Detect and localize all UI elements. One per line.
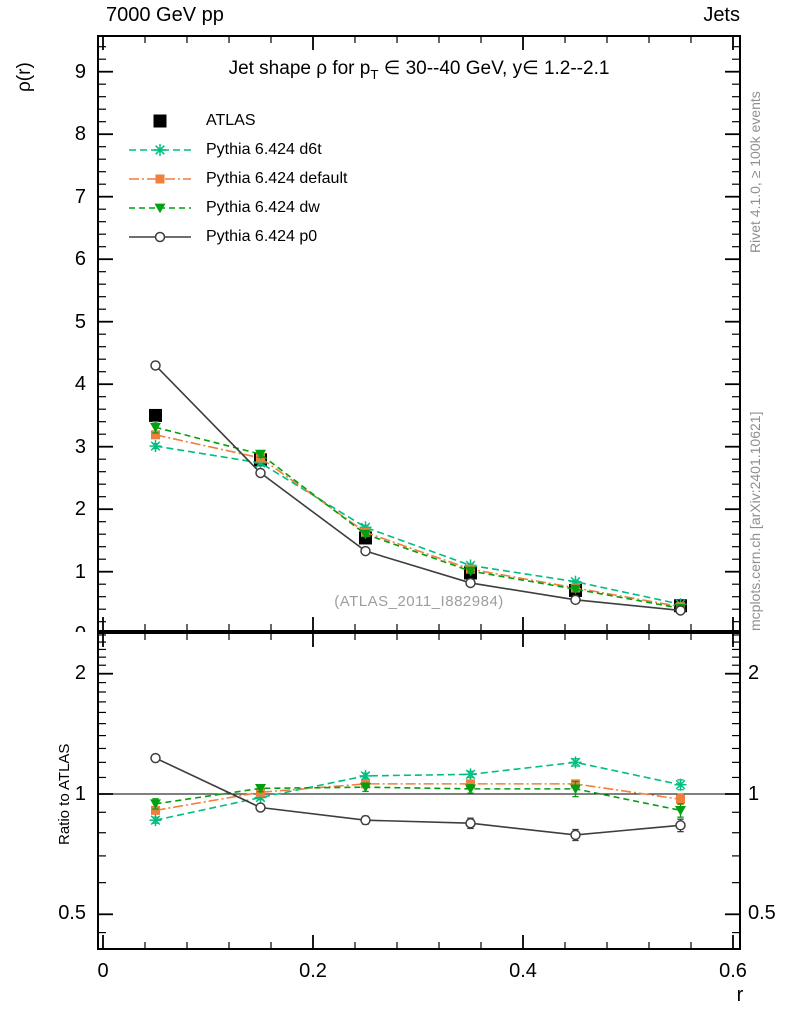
header-beam-label: 7000 GeV pp <box>106 4 224 26</box>
legend-label: Pythia 6.424 d6t <box>206 141 322 158</box>
legend-item-dw <box>128 198 347 218</box>
ratio-y-axis-label: Ratio to ATLAS <box>56 743 73 845</box>
legend-label: Pythia 6.424 default <box>206 170 348 187</box>
main-y-axis-label: ρ(r) <box>14 62 35 92</box>
atlas-marker-icon <box>128 111 192 131</box>
ratio-tick-label: 0.5 <box>748 902 776 924</box>
x-axis-label: r <box>736 984 744 1006</box>
default-line-marker-icon <box>128 169 192 189</box>
x-tick-label: 0 <box>97 960 109 982</box>
ratio-tick-label: 2 <box>74 662 86 684</box>
ratio-tick-label: 2 <box>748 662 760 684</box>
legend-label: ATLAS <box>206 112 256 129</box>
ratio-panel <box>0 632 786 1024</box>
y-tick-label: 2 <box>74 498 86 520</box>
plot-title-subscript: T <box>370 67 379 82</box>
watermark-analysis-id: (ATLAS_2011_I882984) <box>334 593 504 610</box>
legend-item-default <box>128 169 347 189</box>
legend <box>128 111 347 256</box>
y-tick-label: 9 <box>74 61 86 83</box>
ratio-tick-label: 0.5 <box>58 902 86 924</box>
ratio-tick-label: 1 <box>74 783 86 805</box>
x-tick-label: 0.6 <box>719 960 747 982</box>
rivet-version-credit: Rivet 4.1.0, ≥ 100k events <box>747 91 763 253</box>
legend-item-d6t <box>128 140 347 160</box>
y-tick-label: 8 <box>74 123 86 145</box>
legend-item-atlas <box>128 111 347 131</box>
plot-title <box>97 57 741 82</box>
header-analysis-label: Jets <box>703 4 740 26</box>
y-tick-label: 5 <box>74 311 86 333</box>
plot-title-suffix: ∈ 30--40 GeV, y∈ 1.2--2.1 <box>378 58 610 79</box>
d6t-line-marker-icon <box>128 140 192 160</box>
y-tick-label: 4 <box>74 373 86 395</box>
ratio-tick-label: 1 <box>748 783 760 805</box>
mcplots-credit: mcplots.cern.ch [arXiv:2401.10621] <box>747 411 763 631</box>
y-tick-label: 3 <box>74 436 86 458</box>
y-tick-label: 7 <box>74 186 86 208</box>
legend-item-p0 <box>128 227 347 247</box>
x-tick-label: 0.4 <box>509 960 537 982</box>
ratio-plot-canvas <box>97 632 741 950</box>
x-tick-label: 0.2 <box>299 960 327 982</box>
dw-line-marker-icon <box>128 198 192 218</box>
legend-label: Pythia 6.424 dw <box>206 199 320 216</box>
plot-title-prefix: Jet shape ρ for p <box>228 58 371 79</box>
p0-line-marker-icon <box>128 227 192 247</box>
y-tick-label: 1 <box>74 561 86 583</box>
y-tick-label: 6 <box>74 248 86 270</box>
legend-label: Pythia 6.424 p0 <box>206 228 318 245</box>
